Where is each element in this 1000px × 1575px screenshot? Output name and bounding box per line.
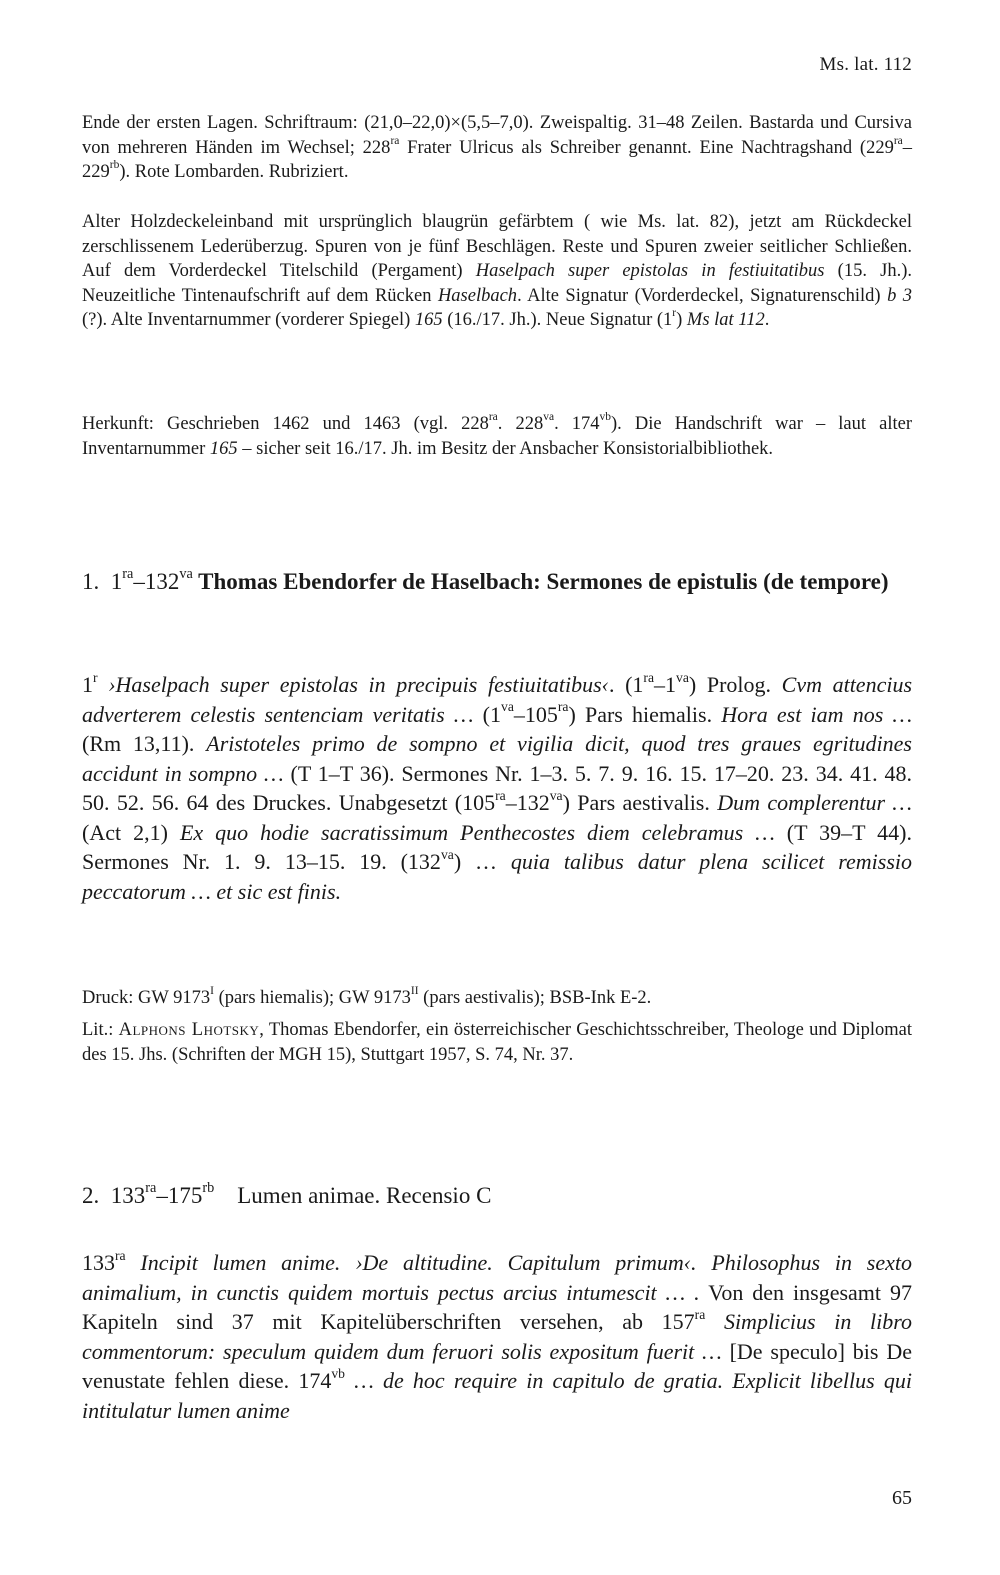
item-2-content: $133^{ra}$ Incipit lumen anime. ›De altitudine. Capitulum primum‹. Philosophus in sexto animalium, in cunctis quidem mortuis pectus arcius intumescit … . Von den insgesamt 97 Kapiteln sind 37 mit Kapitelüberschriften versehen, ab $157^{ra}$ Simplicius in libro commentorum: speculum quidem dum feruori solis expositum fuerit … [De speculo] bis De venustate fehlen diese. $174^{vb}$ … de hoc require in capitulo de gratia. Explicit libellus qui intitulatur lumen anime [82,1247,913,1423]
item-1-heading: 1. $1^{ra}-132^{va}$ Thomas Ebendorfer de Haselbach: Sermones de epistulis (de tempore) [82,566,889,594]
description-paragraph-2: Alter Holzdeckeleinband mit ursprünglich blaugrün gefärbtem ( wie Ms. lat. 82), jetzt am Rückdeckel zerschlissenem Lederüberzug. Spuren von je fünf Beschlägen. Reste und Spuren zweier seitlicher Schließen. Auf dem Vorderdeckel Titelschild (Pergament) Haselpach super epistolas in festiuitatibus (15. Jh.). Neuzeitliche Tintenaufschrift auf dem Rücken Haselbach. Alte Signatur (Vorderdeckel, Signaturenschild) b 3 (?). Alte Inventarnummer (vorderer Spiegel) 165 (16./17. Jh.). Neue Signatur (1$^r$) Ms lat 112. [82,212,913,330]
item-1-content: 1$^r$ ›Haselpach super epistolas in precipuis festiuitatibus‹. $(1^{ra}-1^{va})$ Prolog. Cvm attencius adverterem celestis sentenciam veritatis … $(1^{va}-105^{ra})$ Pars hiemalis. Hora est iam nos … (Rm 13,11). Aristoteles primo de sompno et vigilia dicit, quod tres graues egritudines accidunt in sompno … (T 1–T 36). Sermones Nr. 1–3. 5. 7. 9. 16. 15. 17–20. 23. 34. 41. 48. 50. 52. 56. 64 des Druckes. Unabgesetzt $(105^{ra}-132^{va})$ Pars aestivalis. Dum complerentur … (Act 2,1) Ex quo hodie sacratissimum Penthecostes diem celebramus … (T 39–T 44). Sermones Nr. 1. 9. 13–15. 19. $(132^{va})$ … quia talibus datur plena scilicet remissio peccatorum … et sic est finis. [82,669,913,904]
description-paragraph-1: Ende der ersten Lagen. Schriftraum: (21,0–22,0)×(5,5–7,0). Zweispaltig. 31–48 Zeilen. Bastarda und Cursiva von mehreren Händen im Wechsel; $228^{ra}$ Frater Ulricus als Schreiber genannt. Eine Nachtragshand $(229^{ra}-229^{rb})$. Rote Lombarden. Rubriziert. [82,113,912,182]
running-header: Ms. lat. 112 [819,54,912,75]
item-1-lit: Lit.: Alphons Lhotsky, Thomas Ebendorfer, ein österreichischer Geschichtsschreiber, Theologe und Diplomat des 15. Jhs. (Schriften der MGH 15), Stuttgart 1957, S. 74, Nr. 37. [82,1020,912,1065]
description-paragraph-3: Herkunft: Geschrieben 1462 und 1463 (vgl. $228^{ra}$. $228^{va}$. $174^{vb}$). Die Handschrift war – laut alter Inventarnummer 165 – sicher seit 16./17. Jh. im Besitz der Ansbacher Konsistorialbibliothek. [82,411,912,459]
page-number: 65 [892,1487,912,1509]
item-1-druck: Druck: GW $9173^I$ (pars hiemalis); GW $9173^{II}$ (pars aestivalis); BSB-Ink E-2. [82,985,652,1008]
item-2-heading: 2. $133^{ra}-175^{rb}$ Lumen animae. Recensio C [82,1180,492,1208]
document-page [82,0,912,1575]
